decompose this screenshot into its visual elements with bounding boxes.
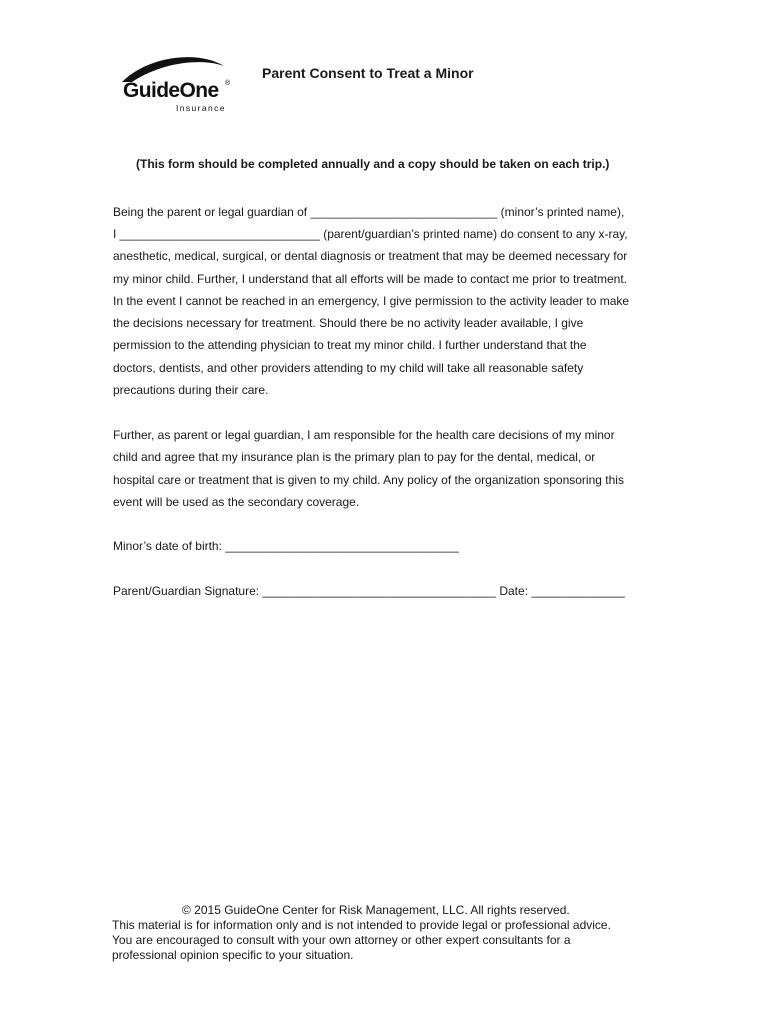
responsibility-line: event will be used as the secondary coverage.	[113, 495, 360, 509]
copyright-notice: © 2015 GuideOne Center for Risk Management, LLC. All rights reserved.	[182, 903, 570, 917]
responsibility-line: child and agree that my insurance plan is the primary plan to pay for the dental, medical, or	[113, 450, 596, 464]
form-instruction: (This form should be completed annually and a copy should be taken on each trip.)	[136, 157, 610, 171]
minor-dob-line: Minor’s date of birth: ___________________________________	[113, 539, 459, 553]
responsibility-line: Further, as parent or legal guardian, I am responsible for the health care decisions of my minor	[113, 428, 615, 442]
guideone-logo	[118, 52, 248, 118]
consent-line: I ______________________________ (parent/guardian’s printed name) do consent to any x-ray,	[113, 227, 628, 241]
consent-line: my minor child. Further, I understand that all efforts will be made to contact me prior to treatment.	[113, 272, 628, 286]
logo-subtext: Insurance	[176, 103, 226, 113]
consent-line: permission to the attending physician to treat my minor child. I further understand that the	[113, 338, 587, 352]
disclaimer-line: You are encouraged to consult with your own attorney or other expert consultants for a	[112, 933, 571, 947]
consent-line: Being the parent or legal guardian of ____________________________ (minor’s printed name),	[113, 205, 625, 219]
responsibility-line: hospital care or treatment that is given to my child. Any policy of the organization sponsoring this	[113, 473, 624, 487]
consent-line: precautions during their care.	[113, 383, 269, 397]
logo-registered-mark: ®	[225, 80, 231, 87]
logo-wordmark: GuideOne	[123, 79, 219, 102]
page-title: Parent Consent to Treat a Minor	[262, 65, 474, 81]
consent-line: doctors, dentists, and other providers attending to my child will take all reasonable safety	[113, 361, 584, 375]
disclaimer-line: This material is for information only and is not intended to provide legal or professional advice.	[112, 918, 611, 932]
signature-date-line: Parent/Guardian Signature: ___________________________________ Date: ______________	[113, 584, 625, 598]
consent-line: the decisions necessary for treatment. Should there be no activity leader available, I give	[113, 316, 584, 330]
consent-line: anesthetic, medical, surgical, or dental diagnosis or treatment that may be deemed necessary for	[113, 249, 628, 263]
disclaimer-line: professional opinion specific to your situation.	[112, 948, 354, 962]
consent-line: In the event I cannot be reached in an emergency, I give permission to the activity leader to make	[113, 294, 630, 308]
